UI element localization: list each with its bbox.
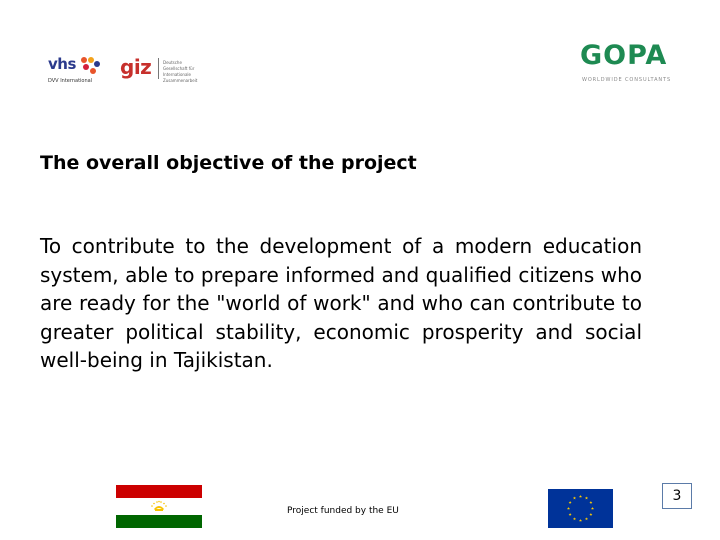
vhs-logo-text: vhs bbox=[48, 55, 76, 73]
slide-heading: The overall objective of the project bbox=[40, 152, 417, 174]
slide-body-text: To contribute to the development of a modern education system, able to prepare informed and qualified citizens who are ready for the "world of work" and who can contribute to greater political stability, economic prosperity and social well-being in Tajikistan. bbox=[40, 234, 642, 372]
funding-note: Project funded by the EU bbox=[287, 506, 399, 516]
vhs-logo-subtitle: DVV International bbox=[48, 78, 93, 84]
gopa-logo-text: GOPA bbox=[580, 40, 668, 71]
giz-logo bbox=[120, 55, 200, 83]
vhs-logo bbox=[48, 53, 108, 87]
gopa-logo-subtitle: WORLDWIDE CONSULTANTS bbox=[582, 77, 672, 83]
vhs-dots-icon bbox=[78, 56, 102, 76]
eu-flag-icon bbox=[548, 489, 613, 528]
giz-logo-text: giz bbox=[120, 55, 152, 79]
page-number: 3 bbox=[662, 483, 692, 509]
tajikistan-flag-icon bbox=[116, 485, 202, 528]
giz-divider bbox=[158, 58, 159, 79]
giz-tagline: Deutsche Gesellschaft für Internationale Zusammenarbeit bbox=[163, 60, 198, 83]
gopa-logo bbox=[578, 40, 674, 86]
